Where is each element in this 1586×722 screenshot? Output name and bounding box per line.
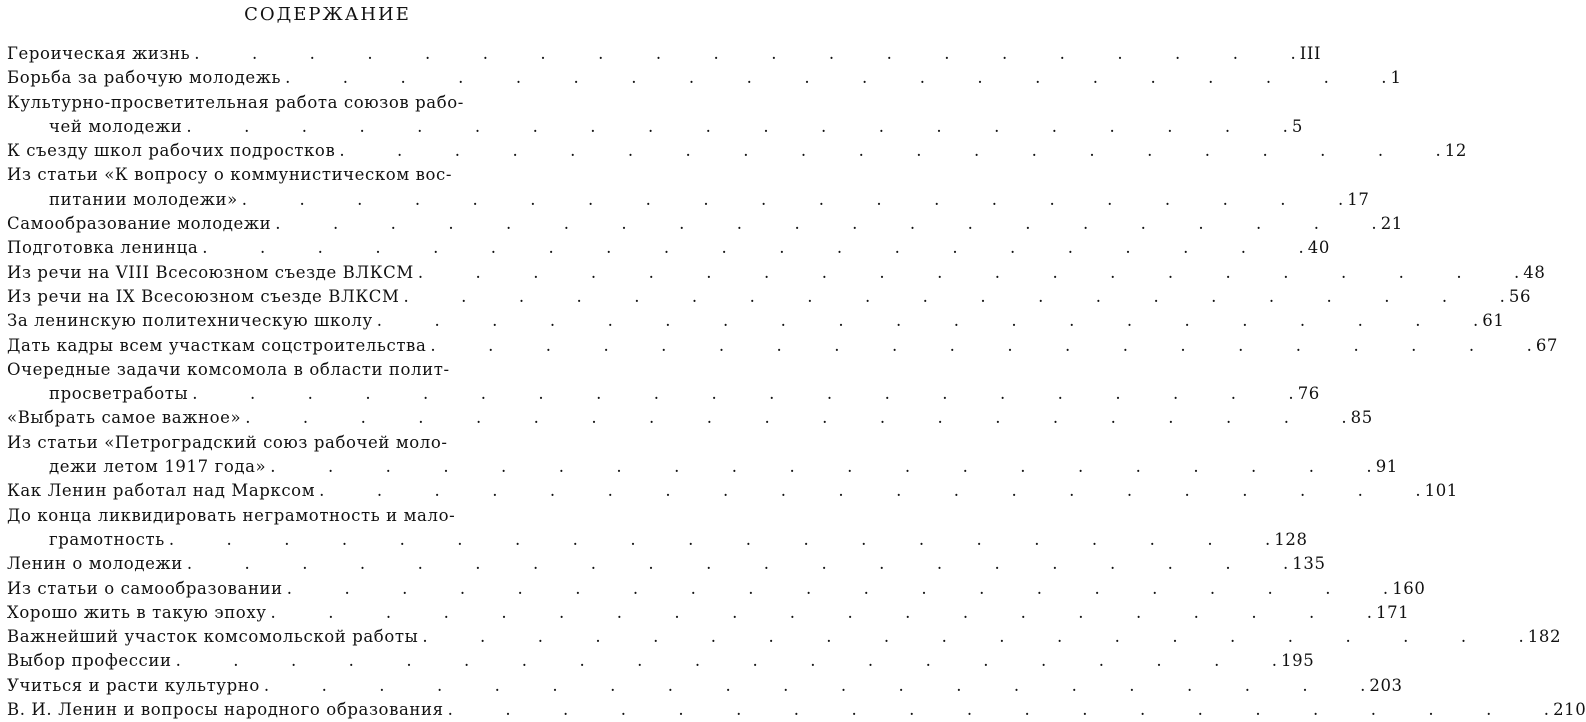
- toc-page-number: 135: [1292, 554, 1326, 574]
- leader-dots: [271, 601, 1372, 625]
- toc-entry: [7, 431, 1398, 480]
- toc-page-number: 171: [1375, 602, 1410, 622]
- toc-page-number: 195: [1281, 651, 1315, 671]
- toc-entry-row: [7, 552, 1326, 576]
- toc-entry-row: [7, 261, 1546, 285]
- leader-dots: [275, 212, 1376, 236]
- toc-entry: [7, 334, 1559, 358]
- toc-entry: [7, 479, 1458, 503]
- table-of-contents: [7, 42, 1586, 722]
- toc-entry-row: [7, 334, 1559, 358]
- leader-dots: [270, 455, 1371, 479]
- toc-entry: [7, 42, 1322, 66]
- toc-entry: [7, 601, 1410, 625]
- toc-page-number: 40: [1307, 238, 1330, 258]
- toc-entry-title-line: Из статьи «К вопросу о коммунистическом вос-: [7, 165, 453, 185]
- toc-entry-title: чей молодежи: [49, 116, 183, 136]
- contents-heading: СОДЕРЖАНИЕ: [244, 4, 411, 25]
- toc-entry-title: В. И. Ленин и вопросы народного образования: [7, 700, 444, 720]
- toc-entry-row: [7, 625, 1562, 649]
- leader-dots: [418, 261, 1519, 285]
- toc-page-number: 1: [1390, 68, 1402, 88]
- toc-entry-title: Ленин о молодежи: [7, 554, 183, 574]
- toc-entry: [7, 674, 1403, 698]
- toc-page-number: 160: [1392, 578, 1426, 598]
- toc-entry-title-line: До конца ликвидировать неграмотность и мало-: [7, 505, 456, 525]
- leader-dots: [186, 115, 1287, 139]
- leader-dots: [430, 334, 1531, 358]
- toc-entry-row: [7, 601, 1410, 625]
- toc-entry-title: Самообразование молодежи: [7, 214, 272, 234]
- toc-page-number: 76: [1297, 384, 1320, 404]
- toc-page-number: 203: [1369, 675, 1403, 695]
- toc-page-number: III: [1299, 44, 1322, 63]
- toc-entry-title: дежи летом 1917 года»: [49, 457, 267, 477]
- toc-entry-row: [7, 382, 1320, 406]
- toc-entry: [7, 698, 1586, 722]
- toc-page-number: 101: [1424, 481, 1458, 501]
- toc-entry: [7, 212, 1403, 236]
- toc-entry: [7, 552, 1326, 576]
- toc-entry-title: Из речи на IX Всесоюзном съезде ВЛКСМ: [7, 286, 400, 306]
- toc-entry-row: [7, 212, 1403, 236]
- toc-entry-row: [7, 285, 1532, 309]
- toc-entry-title-line: Из статьи «Петроградский союз рабочей моло-: [7, 432, 448, 452]
- toc-entry-title-line: Очередные задачи комсомола в области полит-: [7, 359, 450, 379]
- leader-dots: [202, 236, 1303, 260]
- toc-entry-title: Подготовка ленинца: [7, 238, 199, 258]
- toc-entry: [7, 139, 1467, 163]
- toc-entry-row: [7, 577, 1426, 601]
- toc-entry-row: [7, 115, 1303, 139]
- toc-entry-title: грамотность: [49, 529, 165, 549]
- toc-entry-row: [7, 66, 1402, 90]
- toc-entry-title: питании молодежи»: [49, 189, 238, 209]
- leader-dots: [176, 649, 1277, 673]
- toc-page-number: 85: [1350, 408, 1373, 428]
- toc-entry-title: За ленинскую политехническую школу: [7, 311, 373, 331]
- toc-entry-row: [7, 455, 1398, 479]
- toc-entry-row: [7, 309, 1505, 333]
- toc-entry-row: [7, 42, 1322, 66]
- toc-entry-row: [7, 674, 1403, 698]
- leader-dots: [285, 66, 1386, 90]
- toc-entry-title: Героическая жизнь: [7, 44, 191, 63]
- toc-entry-row: [7, 236, 1330, 260]
- toc-entry: [7, 406, 1373, 430]
- toc-page-number: 5: [1291, 116, 1303, 136]
- toc-entry-title: Выбор профессии: [7, 651, 172, 671]
- toc-page-number: 128: [1274, 529, 1308, 549]
- toc-entry-row: [7, 698, 1586, 722]
- toc-entry: [7, 649, 1315, 673]
- leader-dots: [403, 285, 1504, 309]
- toc-entry: [7, 66, 1402, 90]
- toc-entry-row: [7, 649, 1315, 673]
- leader-dots: [245, 406, 1346, 430]
- toc-page-number: 61: [1482, 311, 1505, 331]
- leader-dots: [448, 698, 1549, 722]
- toc-entry: [7, 625, 1562, 649]
- leader-dots: [187, 552, 1288, 576]
- toc-entry: [7, 577, 1426, 601]
- toc-entry-title: Из речи на VIII Всесоюзном съезде ВЛКСМ: [7, 262, 414, 282]
- toc-entry-row: [7, 139, 1467, 163]
- toc-entry-row: [7, 188, 1370, 212]
- toc-page-number: 182: [1527, 627, 1562, 647]
- toc-entry: [7, 285, 1532, 309]
- toc-entry: [7, 236, 1330, 260]
- leader-dots: [377, 309, 1478, 333]
- toc-page-number: 12: [1444, 141, 1467, 161]
- toc-entry: [7, 358, 1320, 407]
- toc-entry-title: Из статьи о самообразовании: [7, 578, 283, 598]
- toc-page-number: 210: [1553, 700, 1586, 720]
- toc-entry: [7, 309, 1505, 333]
- toc-entry: [7, 163, 1370, 212]
- toc-entry-title: Хорошо жить в такую эпоху: [7, 602, 267, 622]
- leader-dots: [242, 188, 1343, 212]
- leader-dots: [339, 139, 1440, 163]
- leader-dots: [319, 479, 1420, 503]
- toc-entry-title: Как Ленин работал над Марксом: [7, 481, 316, 501]
- toc-entry-title: просветработы: [49, 384, 189, 404]
- toc-entry-row: [7, 406, 1373, 430]
- toc-entry-row: [7, 479, 1458, 503]
- toc-page-number: 67: [1535, 335, 1559, 355]
- toc-entry: [7, 261, 1546, 285]
- toc-page-number: 21: [1380, 214, 1403, 234]
- leader-dots: [192, 382, 1293, 406]
- toc-page-number: 17: [1347, 189, 1370, 209]
- toc-entry-title: Учиться и расти культурно: [7, 675, 260, 695]
- toc-entry-title: Важнейший участок комсомольской работы: [7, 627, 419, 647]
- toc-page-number: 56: [1508, 286, 1532, 306]
- leader-dots: [264, 674, 1365, 698]
- toc-page-number: 91: [1375, 457, 1398, 477]
- leader-dots: [422, 625, 1523, 649]
- leader-dots: [169, 528, 1270, 552]
- toc-entry: [7, 504, 1308, 553]
- leader-dots: [287, 577, 1388, 601]
- toc-entry-title: К съезду школ рабочих подростков: [7, 141, 336, 161]
- toc-entry-title: Дать кадры всем участкам соцстроительства: [7, 335, 427, 355]
- leader-dots: [194, 42, 1295, 66]
- toc-entry-title-line: Культурно-просветительная работа союзов рабо-: [7, 92, 464, 112]
- toc-entry-title: Борьба за рабочую молодежь: [7, 68, 282, 88]
- toc-entry-row: [7, 528, 1308, 552]
- toc-entry-title: «Выбрать самое важное»: [7, 408, 242, 428]
- toc-entry: [7, 91, 1303, 140]
- toc-page-number: 48: [1523, 262, 1546, 282]
